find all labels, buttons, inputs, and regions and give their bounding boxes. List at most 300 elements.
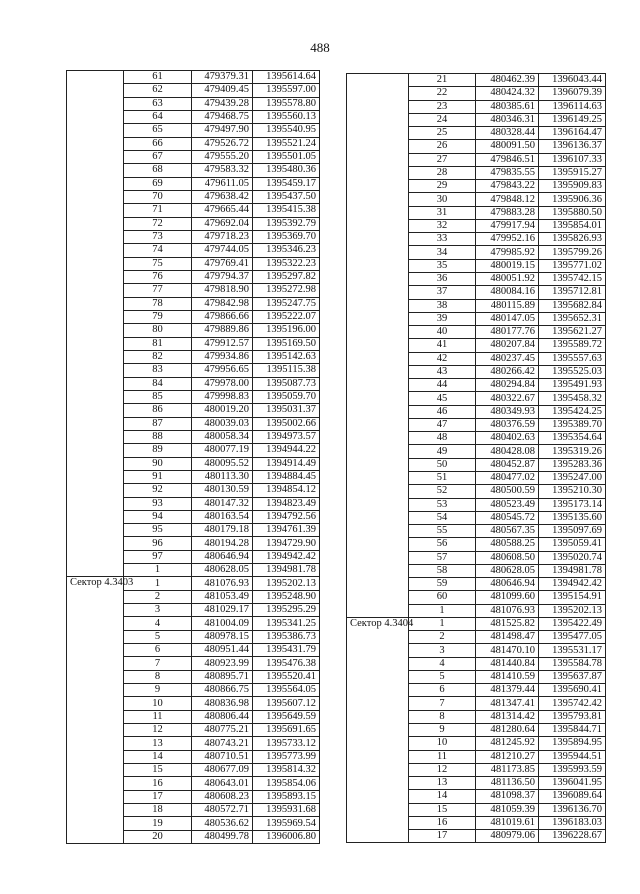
coordinates-table-left: [66, 70, 320, 844]
coord-x: 479769.41: [192, 257, 253, 270]
coord-x: 480019.15: [476, 259, 539, 272]
coord-x: 479848.12: [476, 193, 539, 206]
coord-x: 480385.61: [476, 100, 539, 113]
coord-x: 481076.93: [476, 604, 539, 617]
point-number: 83: [124, 364, 192, 377]
coord-y: 1394981.78: [253, 564, 320, 577]
coord-y: 1395247.00: [539, 471, 606, 484]
point-number: 56: [409, 538, 476, 551]
coord-x: 481098.37: [476, 790, 539, 803]
coord-y: 1395814.32: [253, 764, 320, 777]
point-number: 43: [409, 365, 476, 378]
coord-x: 479439.28: [192, 97, 253, 110]
coord-x: 480866.75: [192, 684, 253, 697]
point-number: 70: [124, 190, 192, 203]
point-number: 29: [409, 180, 476, 193]
point-number: 2: [124, 590, 192, 603]
left-table-body: [67, 71, 320, 844]
coord-x: 481029.17: [192, 604, 253, 617]
coord-x: 480328.44: [476, 127, 539, 140]
coord-y: 1395931.68: [253, 804, 320, 817]
point-number: 1: [124, 564, 192, 577]
coord-y: 1395915.27: [539, 166, 606, 179]
coord-y: 1396043.44: [539, 74, 606, 87]
coord-y: 1395059.41: [539, 538, 606, 551]
coord-y: 1395560.13: [253, 110, 320, 123]
coord-y: 1396079.39: [539, 87, 606, 100]
point-number: 44: [409, 379, 476, 392]
coord-x: 480462.39: [476, 74, 539, 87]
coord-x: 479978.00: [192, 377, 253, 390]
coord-x: 481019.61: [476, 816, 539, 829]
coord-y: 1394792.56: [253, 510, 320, 523]
point-number: 13: [124, 737, 192, 750]
point-number: 92: [124, 484, 192, 497]
coord-y: 1395491.93: [539, 379, 606, 392]
coord-y: 1395437.50: [253, 190, 320, 203]
point-number: 90: [124, 457, 192, 470]
point-number: 61: [124, 71, 192, 84]
coord-y: 1395173.14: [539, 498, 606, 511]
coord-x: 480095.52: [192, 457, 253, 470]
point-number: 71: [124, 204, 192, 217]
coord-x: 481498.47: [476, 631, 539, 644]
coord-y: 1395844.71: [539, 724, 606, 737]
coord-x: 480266.42: [476, 365, 539, 378]
coord-y: 1395458.32: [539, 392, 606, 405]
point-number: 15: [409, 803, 476, 816]
point-number: 7: [124, 657, 192, 670]
coord-x: 480608.50: [476, 551, 539, 564]
coord-y: 1395369.70: [253, 230, 320, 243]
point-number: 17: [409, 830, 476, 843]
coord-x: 481059.39: [476, 803, 539, 816]
point-number: 94: [124, 510, 192, 523]
coord-x: 480499.78: [192, 830, 253, 843]
point-number: 21: [409, 74, 476, 87]
coord-y: 1395597.00: [253, 84, 320, 97]
coord-x: 479794.37: [192, 270, 253, 283]
point-number: 17: [124, 790, 192, 803]
coord-y: 1395584.78: [539, 657, 606, 670]
coord-y: 1395771.02: [539, 259, 606, 272]
coord-y: 1395097.69: [539, 525, 606, 538]
coord-y: 1395691.65: [253, 724, 320, 737]
coord-x: 479843.22: [476, 180, 539, 193]
point-number: 48: [409, 432, 476, 445]
coord-x: 480051.92: [476, 272, 539, 285]
table-row: [67, 71, 320, 84]
point-number: 64: [124, 110, 192, 123]
coord-x: 480677.09: [192, 764, 253, 777]
coord-x: 481410.59: [476, 670, 539, 683]
point-number: 60: [409, 591, 476, 604]
coord-x: 480194.28: [192, 537, 253, 550]
coord-x: 479912.57: [192, 337, 253, 350]
coord-y: 1394944.22: [253, 444, 320, 457]
coord-x: 480177.76: [476, 326, 539, 339]
coord-x: 480806.44: [192, 710, 253, 723]
coord-x: 480147.32: [192, 497, 253, 510]
point-number: 1: [124, 577, 192, 590]
coord-x: 480091.50: [476, 140, 539, 153]
coord-x: 481099.60: [476, 591, 539, 604]
point-number: 4: [124, 617, 192, 630]
coord-x: 480836.98: [192, 697, 253, 710]
coord-x: 479889.86: [192, 324, 253, 337]
coord-x: 480643.01: [192, 777, 253, 790]
point-number: 35: [409, 259, 476, 272]
point-number: 10: [409, 737, 476, 750]
coord-y: 1395142.63: [253, 350, 320, 363]
coord-y: 1395247.75: [253, 297, 320, 310]
coord-y: 1396183.03: [539, 816, 606, 829]
coord-x: 480452.87: [476, 458, 539, 471]
point-number: 57: [409, 551, 476, 564]
coord-y: 1395909.83: [539, 180, 606, 193]
point-number: 81: [124, 337, 192, 350]
coord-y: 1395319.26: [539, 445, 606, 458]
coord-y: 1395854.06: [253, 777, 320, 790]
coord-x: 480775.21: [192, 724, 253, 737]
coord-x: 480163.54: [192, 510, 253, 523]
point-number: 4: [409, 657, 476, 670]
point-number: 68: [124, 164, 192, 177]
coord-y: 1395477.05: [539, 631, 606, 644]
coord-y: 1395944.51: [539, 750, 606, 763]
coord-x: 479638.42: [192, 190, 253, 203]
coord-y: 1396228.67: [539, 830, 606, 843]
coord-y: 1396114.63: [539, 100, 606, 113]
coord-y: 1395742.15: [539, 272, 606, 285]
coord-x: 479379.31: [192, 71, 253, 84]
coord-x: 480322.67: [476, 392, 539, 405]
coord-y: 1396107.33: [539, 153, 606, 166]
coord-x: 479409.45: [192, 84, 253, 97]
coord-x: 480428.08: [476, 445, 539, 458]
coord-x: 479842.98: [192, 297, 253, 310]
coord-y: 1395222.07: [253, 310, 320, 323]
point-number: 86: [124, 404, 192, 417]
point-number: 37: [409, 286, 476, 299]
coord-x: 480979.06: [476, 830, 539, 843]
coord-x: 480294.84: [476, 379, 539, 392]
coord-x: 480349.93: [476, 405, 539, 418]
coord-y: 1394942.42: [253, 550, 320, 563]
point-number: 50: [409, 458, 476, 471]
coord-y: 1395354.64: [539, 432, 606, 445]
point-number: 1: [409, 617, 476, 630]
point-number: 11: [409, 750, 476, 763]
coord-y: 1395115.38: [253, 364, 320, 377]
coord-x: 481470.10: [476, 644, 539, 657]
point-number: 12: [124, 724, 192, 737]
coord-y: 1394854.12: [253, 484, 320, 497]
coord-y: 1395031.37: [253, 404, 320, 417]
point-number: 58: [409, 564, 476, 577]
coord-x: 481525.82: [476, 617, 539, 630]
point-number: 6: [124, 644, 192, 657]
coord-y: 1395799.26: [539, 246, 606, 259]
point-number: 14: [409, 790, 476, 803]
coord-y: 1395520.41: [253, 670, 320, 683]
coord-x: 480019.20: [192, 404, 253, 417]
coord-y: 1395652.31: [539, 312, 606, 325]
coord-x: 481379.44: [476, 684, 539, 697]
coord-x: 480477.02: [476, 471, 539, 484]
coord-y: 1395894.95: [539, 737, 606, 750]
coord-x: 481004.09: [192, 617, 253, 630]
point-number: 2: [409, 631, 476, 644]
point-number: 89: [124, 444, 192, 457]
coord-y: 1395589.72: [539, 339, 606, 352]
coord-x: 481440.84: [476, 657, 539, 670]
coord-x: 481053.49: [192, 590, 253, 603]
coord-y: 1395501.05: [253, 150, 320, 163]
point-number: 5: [124, 630, 192, 643]
point-number: 45: [409, 392, 476, 405]
point-number: 3: [409, 644, 476, 657]
coord-y: 1395283.36: [539, 458, 606, 471]
coord-y: 1394729.90: [253, 537, 320, 550]
coord-x: 480710.51: [192, 750, 253, 763]
coord-x: 479934.86: [192, 350, 253, 363]
point-number: 79: [124, 310, 192, 323]
point-number: 47: [409, 418, 476, 431]
coord-y: 1396164.47: [539, 127, 606, 140]
coord-y: 1395880.50: [539, 206, 606, 219]
coord-y: 1395154.91: [539, 591, 606, 604]
coord-x: 480115.89: [476, 299, 539, 312]
point-number: 75: [124, 257, 192, 270]
coord-x: 479835.55: [476, 166, 539, 179]
coord-x: 480058.34: [192, 430, 253, 443]
coord-y: 1395621.27: [539, 326, 606, 339]
coord-y: 1394884.45: [253, 470, 320, 483]
coord-x: 479526.72: [192, 137, 253, 150]
coord-x: 479744.05: [192, 244, 253, 257]
point-number: 91: [124, 470, 192, 483]
coord-y: 1395169.50: [253, 337, 320, 350]
coord-y: 1396149.25: [539, 113, 606, 126]
point-number: 67: [124, 150, 192, 163]
sector-label: Сектор 4.3403: [67, 577, 124, 844]
point-number: 93: [124, 497, 192, 510]
coord-x: 479718.23: [192, 230, 253, 243]
coord-x: 480346.31: [476, 113, 539, 126]
coord-y: 1395712.81: [539, 286, 606, 299]
coord-x: 479555.20: [192, 150, 253, 163]
coord-y: 1396089.64: [539, 790, 606, 803]
point-number: 7: [409, 697, 476, 710]
point-number: 49: [409, 445, 476, 458]
coord-y: 1395733.12: [253, 737, 320, 750]
coord-y: 1395531.17: [539, 644, 606, 657]
coord-y: 1394823.49: [253, 497, 320, 510]
point-number: 96: [124, 537, 192, 550]
coord-y: 1394761.39: [253, 524, 320, 537]
coord-y: 1395135.60: [539, 511, 606, 524]
point-number: 12: [409, 763, 476, 776]
point-number: 65: [124, 124, 192, 137]
coord-x: 480523.49: [476, 498, 539, 511]
point-number: 34: [409, 246, 476, 259]
coord-x: 480951.44: [192, 644, 253, 657]
coord-y: 1395525.03: [539, 365, 606, 378]
point-number: 1: [409, 604, 476, 617]
point-number: 72: [124, 217, 192, 230]
point-number: 39: [409, 312, 476, 325]
point-number: 55: [409, 525, 476, 538]
coord-y: 1395322.23: [253, 257, 320, 270]
coord-x: 480147.05: [476, 312, 539, 325]
coord-x: 480402.63: [476, 432, 539, 445]
coord-x: 481173.85: [476, 763, 539, 776]
coord-x: 479846.51: [476, 153, 539, 166]
coord-x: 481245.92: [476, 737, 539, 750]
coord-x: 480179.18: [192, 524, 253, 537]
point-number: 20: [124, 830, 192, 843]
point-number: 76: [124, 270, 192, 283]
coord-y: 1395297.82: [253, 270, 320, 283]
point-number: 69: [124, 177, 192, 190]
coord-y: 1395637.87: [539, 670, 606, 683]
coord-x: 479917.94: [476, 219, 539, 232]
point-number: 63: [124, 97, 192, 110]
table-row: [67, 577, 320, 590]
coord-y: 1395540.95: [253, 124, 320, 137]
coord-y: 1395614.64: [253, 71, 320, 84]
point-number: 51: [409, 471, 476, 484]
coord-x: 480978.15: [192, 630, 253, 643]
point-number: 8: [124, 670, 192, 683]
coord-x: 480237.45: [476, 352, 539, 365]
coord-x: 479468.75: [192, 110, 253, 123]
coord-x: 481280.64: [476, 724, 539, 737]
coord-y: 1395422.49: [539, 617, 606, 630]
coord-x: 479866.66: [192, 310, 253, 323]
coord-x: 480113.30: [192, 470, 253, 483]
coord-x: 481210.27: [476, 750, 539, 763]
coord-y: 1394981.78: [539, 564, 606, 577]
coord-y: 1395690.41: [539, 684, 606, 697]
coord-y: 1395906.36: [539, 193, 606, 206]
coord-y: 1395210.30: [539, 485, 606, 498]
coord-x: 480084.16: [476, 286, 539, 299]
point-number: 36: [409, 272, 476, 285]
point-number: 24: [409, 113, 476, 126]
coord-y: 1395459.17: [253, 177, 320, 190]
coord-y: 1396136.37: [539, 140, 606, 153]
point-number: 54: [409, 511, 476, 524]
point-number: 40: [409, 326, 476, 339]
coord-x: 480130.59: [192, 484, 253, 497]
point-number: 97: [124, 550, 192, 563]
coordinates-table-right: [346, 73, 606, 843]
coord-y: 1395389.70: [539, 418, 606, 431]
coord-y: 1395682.84: [539, 299, 606, 312]
coord-x: 481347.41: [476, 697, 539, 710]
coord-x: 479665.44: [192, 204, 253, 217]
coord-x: 479818.90: [192, 284, 253, 297]
coord-y: 1395773.99: [253, 750, 320, 763]
coord-y: 1395742.42: [539, 697, 606, 710]
coord-x: 479956.65: [192, 364, 253, 377]
coord-y: 1395415.38: [253, 204, 320, 217]
coord-y: 1395059.70: [253, 390, 320, 403]
coord-x: 481314.42: [476, 710, 539, 723]
point-number: 3: [124, 604, 192, 617]
coord-x: 479952.16: [476, 233, 539, 246]
coord-y: 1396006.80: [253, 830, 320, 843]
point-number: 88: [124, 430, 192, 443]
point-number: 22: [409, 87, 476, 100]
point-number: 5: [409, 670, 476, 683]
coord-x: 480567.35: [476, 525, 539, 538]
coord-x: 480500.59: [476, 485, 539, 498]
point-number: 10: [124, 697, 192, 710]
point-number: 30: [409, 193, 476, 206]
point-number: 85: [124, 390, 192, 403]
coord-x: 479883.28: [476, 206, 539, 219]
coord-y: 1395793.81: [539, 710, 606, 723]
coord-y: 1395607.12: [253, 697, 320, 710]
point-number: 8: [409, 710, 476, 723]
coord-y: 1395272.98: [253, 284, 320, 297]
coord-y: 1395392.79: [253, 217, 320, 230]
point-number: 33: [409, 233, 476, 246]
point-number: 41: [409, 339, 476, 352]
point-number: 23: [409, 100, 476, 113]
coord-y: 1395295.29: [253, 604, 320, 617]
point-number: 11: [124, 710, 192, 723]
coord-y: 1395480.36: [253, 164, 320, 177]
point-number: 87: [124, 417, 192, 430]
page-number: 488: [310, 40, 330, 55]
coord-x: 480646.94: [476, 578, 539, 591]
coord-y: 1395826.93: [539, 233, 606, 246]
coord-x: 480077.19: [192, 444, 253, 457]
coord-y: 1394942.42: [539, 578, 606, 591]
coord-y: 1395424.25: [539, 405, 606, 418]
sector-label: Сектор 4.3404: [347, 617, 409, 843]
point-number: 9: [124, 684, 192, 697]
point-number: 80: [124, 324, 192, 337]
sector-label: [67, 71, 124, 577]
coord-x: 479583.32: [192, 164, 253, 177]
coord-y: 1395202.13: [539, 604, 606, 617]
coord-y: 1395248.90: [253, 590, 320, 603]
coord-x: 479692.04: [192, 217, 253, 230]
coord-y: 1395893.15: [253, 790, 320, 803]
coord-y: 1394973.57: [253, 430, 320, 443]
point-number: 16: [124, 777, 192, 790]
coord-y: 1395020.74: [539, 551, 606, 564]
point-number: 77: [124, 284, 192, 297]
table-row: [347, 617, 606, 630]
coord-y: 1395346.23: [253, 244, 320, 257]
coord-y: 1395993.59: [539, 763, 606, 776]
coord-y: 1395521.24: [253, 137, 320, 150]
coord-x: 481136.50: [476, 777, 539, 790]
coord-y: 1395557.63: [539, 352, 606, 365]
point-number: 9: [409, 724, 476, 737]
coord-x: 480376.59: [476, 418, 539, 431]
coord-x: 479998.83: [192, 390, 253, 403]
point-number: 18: [124, 804, 192, 817]
point-number: 16: [409, 816, 476, 829]
coord-x: 480536.62: [192, 817, 253, 830]
